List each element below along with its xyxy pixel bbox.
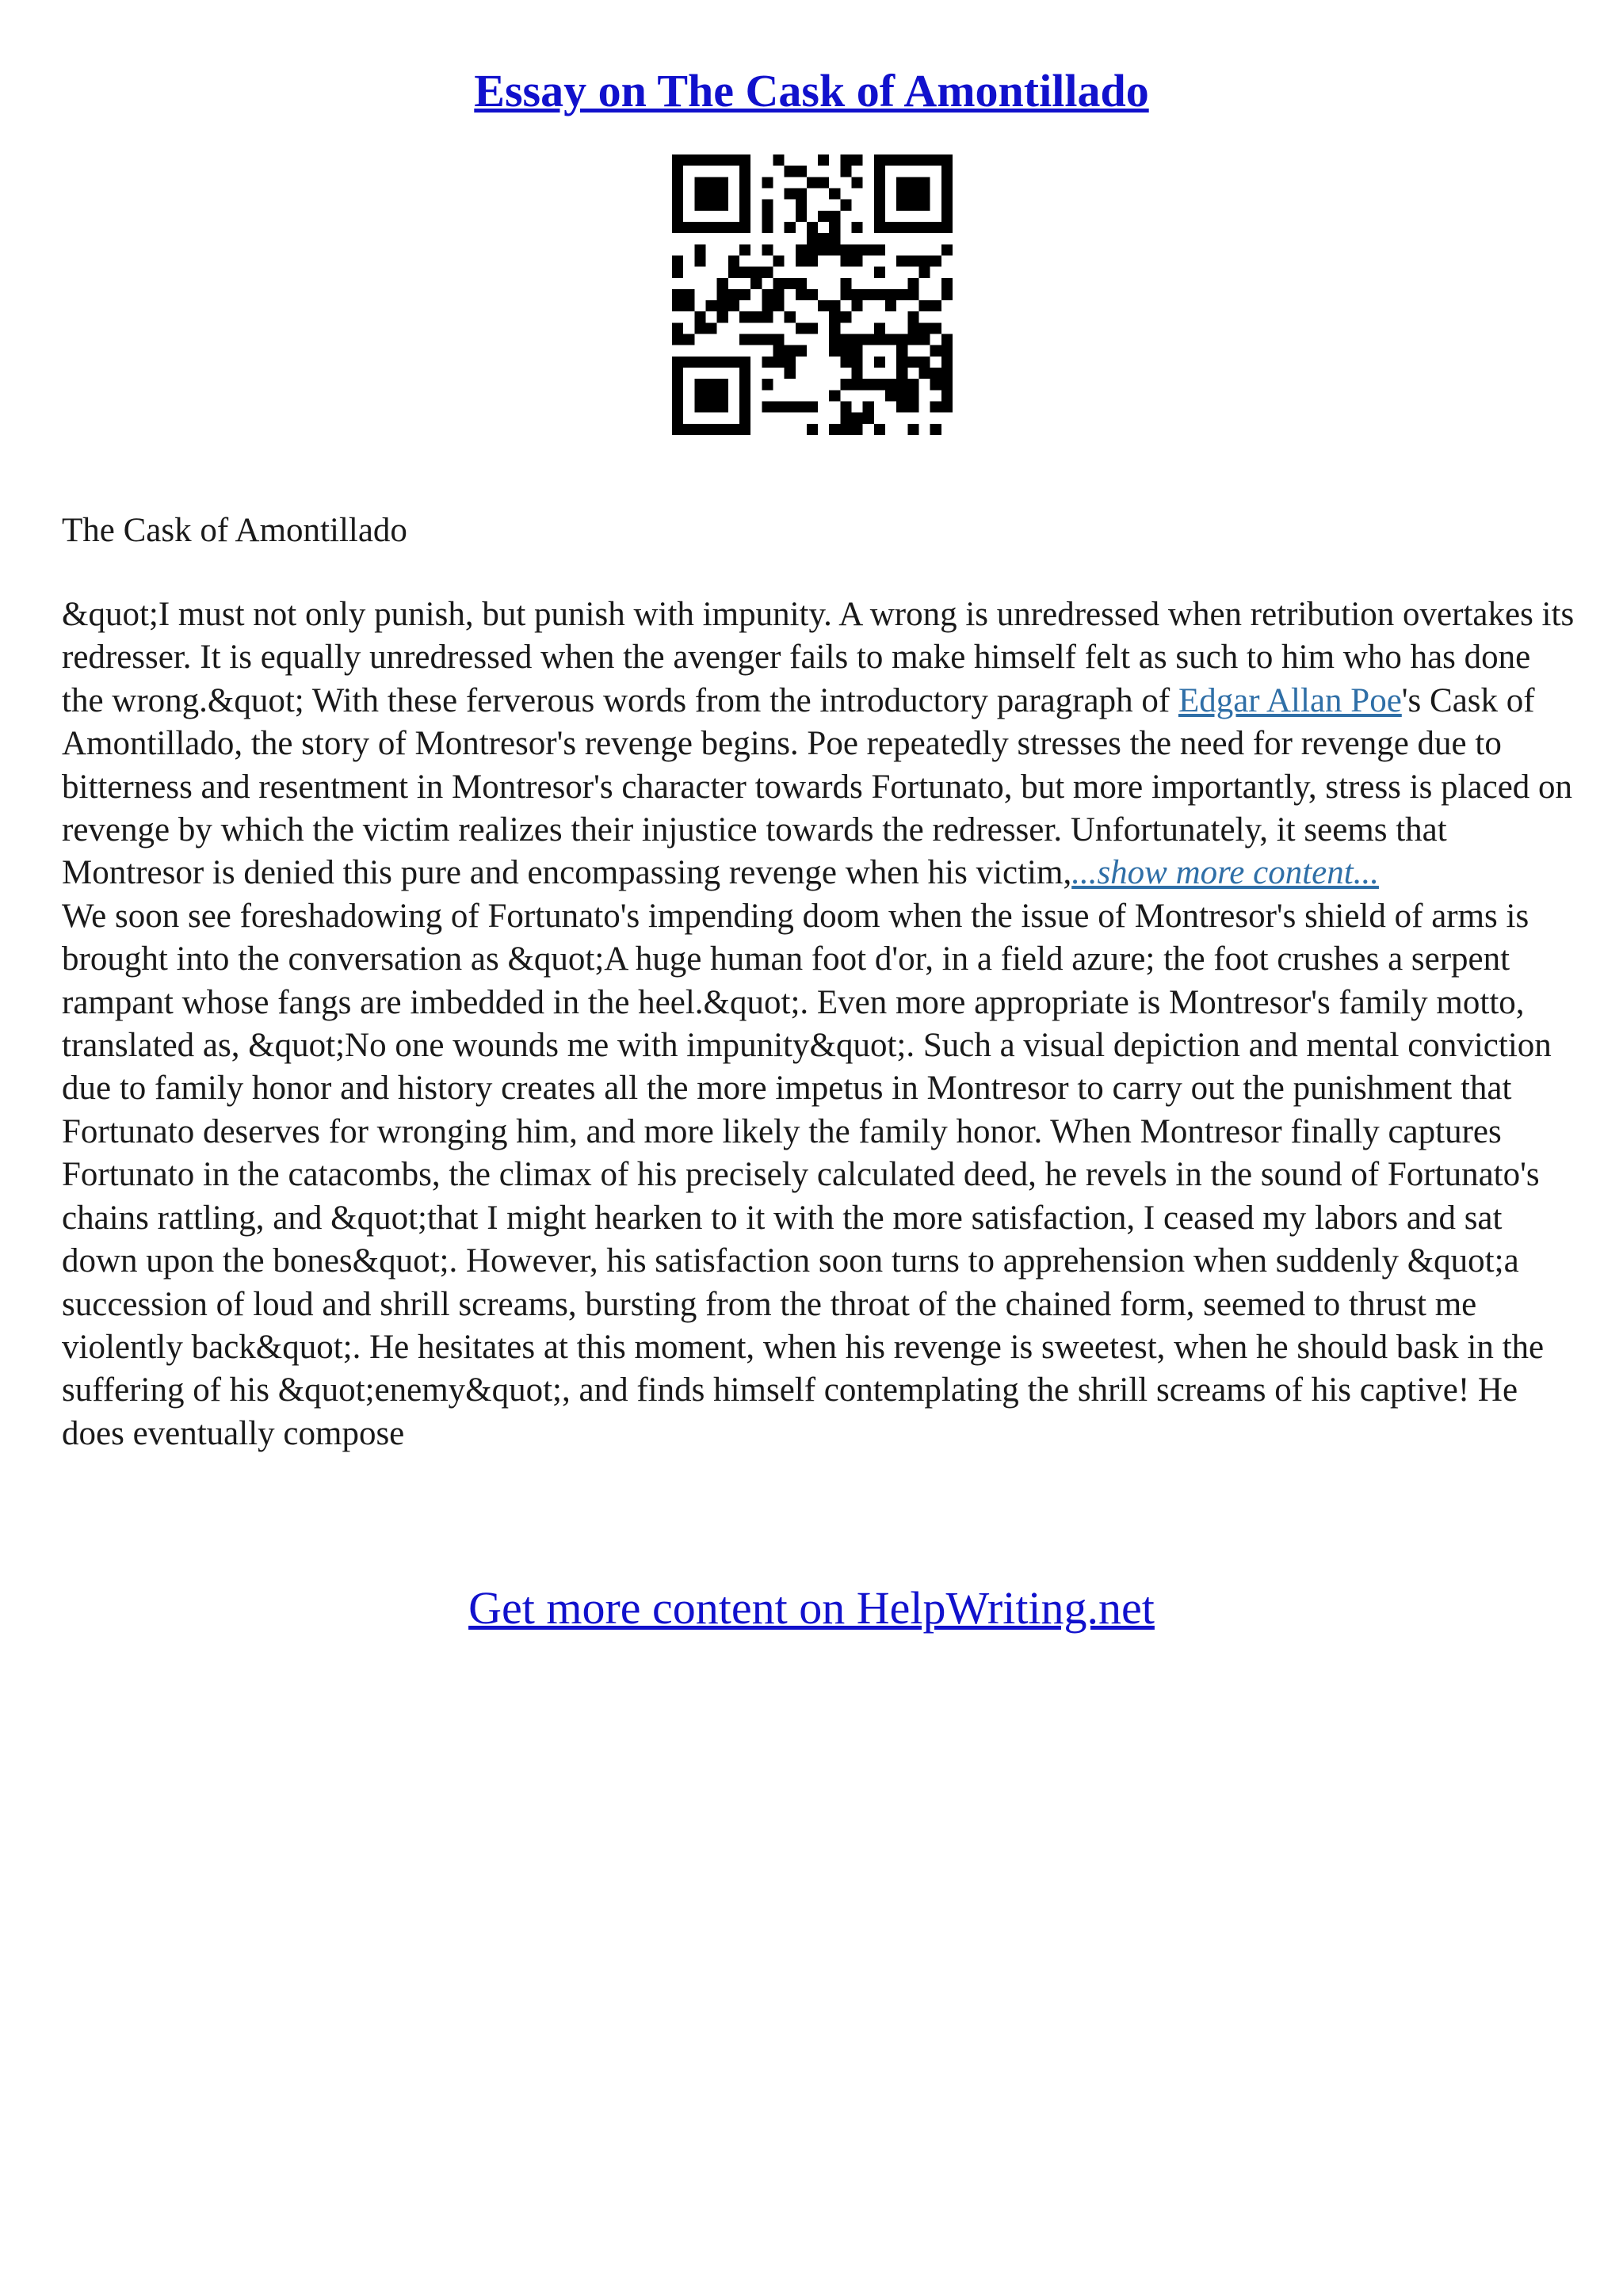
essay-paragraph-2: We soon see foreshadowing of Fortunato's impending doom when the issue of Montresor's shield of arms is brought into the conversation as &quot;A huge human foot d'or, in a field azure; the foot crushes a serpent rampant whose fangs are imbedded in the heel.&quot;. Even more appropriate is Montresor's family motto, translated as, &quot;No one wounds me with impunity&quot;. Such a visual depiction and mental conviction due to family honor and history creates all the more impetus in Montresor to carry out the punishment that Fortunato deserves for wronging him, and more likely the family honor. When Montresor finally captures Fortunato in the catacombs, the climax of his precisely calculated deed, he revels in the sound of Fortunato's chains rattling, and &quot;that I might hearken to it with the more satisfaction, I ceased my labors and sat down upon the bones&quot;. However, his satisfaction soon turns to apprehension when suddenly &quot;a succession of loud and shrill screams, bursting from the throat of the chained form, seemed to thrust me violently back&quot;. He hesitates at this moment, when his revenge is sweetest, when he should bask in the suffering of his &quot;enemy&quot;, and finds himself contemplating the shrill screams of his captive! He does eventually compose	[62, 897, 1552, 1452]
footer	[0, 1577, 1623, 1640]
essay-paragraph-1	[62, 593, 1579, 895]
paragraph-1-rest: 's Cask of Amontillado, the story of Montresor's revenge begins. Poe repeatedly stresses the need for revenge due to bitterness and resentment in Montresor's character towards Fortunato, but more importantly, stress is placed on revenge by which the victim realizes their injustice towards the redresser. Unfortunately, it seems that Montresor is denied this pure and encompassing revenge when his victim,	[62, 681, 1573, 892]
title-link[interactable]: Essay on The Cask of Amontillado	[474, 65, 1149, 116]
qr-code-icon	[672, 154, 953, 435]
paragraph-1-intro: &quot;I must not only punish, but punish with impunity. A wrong is unredressed when retribution overtakes its redresser. It is equally unredressed when the avenger fails to make himself felt as such to him who has done the wrong.&quot; With these ferverous words from the introductory paragraph of	[62, 596, 1575, 719]
show-more-link[interactable]: ...show more content...	[1071, 854, 1379, 892]
helpwriting-link[interactable]: Get more content on HelpWriting.net	[468, 1582, 1155, 1634]
essay-subtitle: The Cask of Amontillado	[62, 512, 407, 549]
essay-body	[62, 593, 1579, 1455]
author-link[interactable]: Edgar Allan Poe	[1178, 681, 1402, 719]
page-title	[0, 55, 1623, 127]
